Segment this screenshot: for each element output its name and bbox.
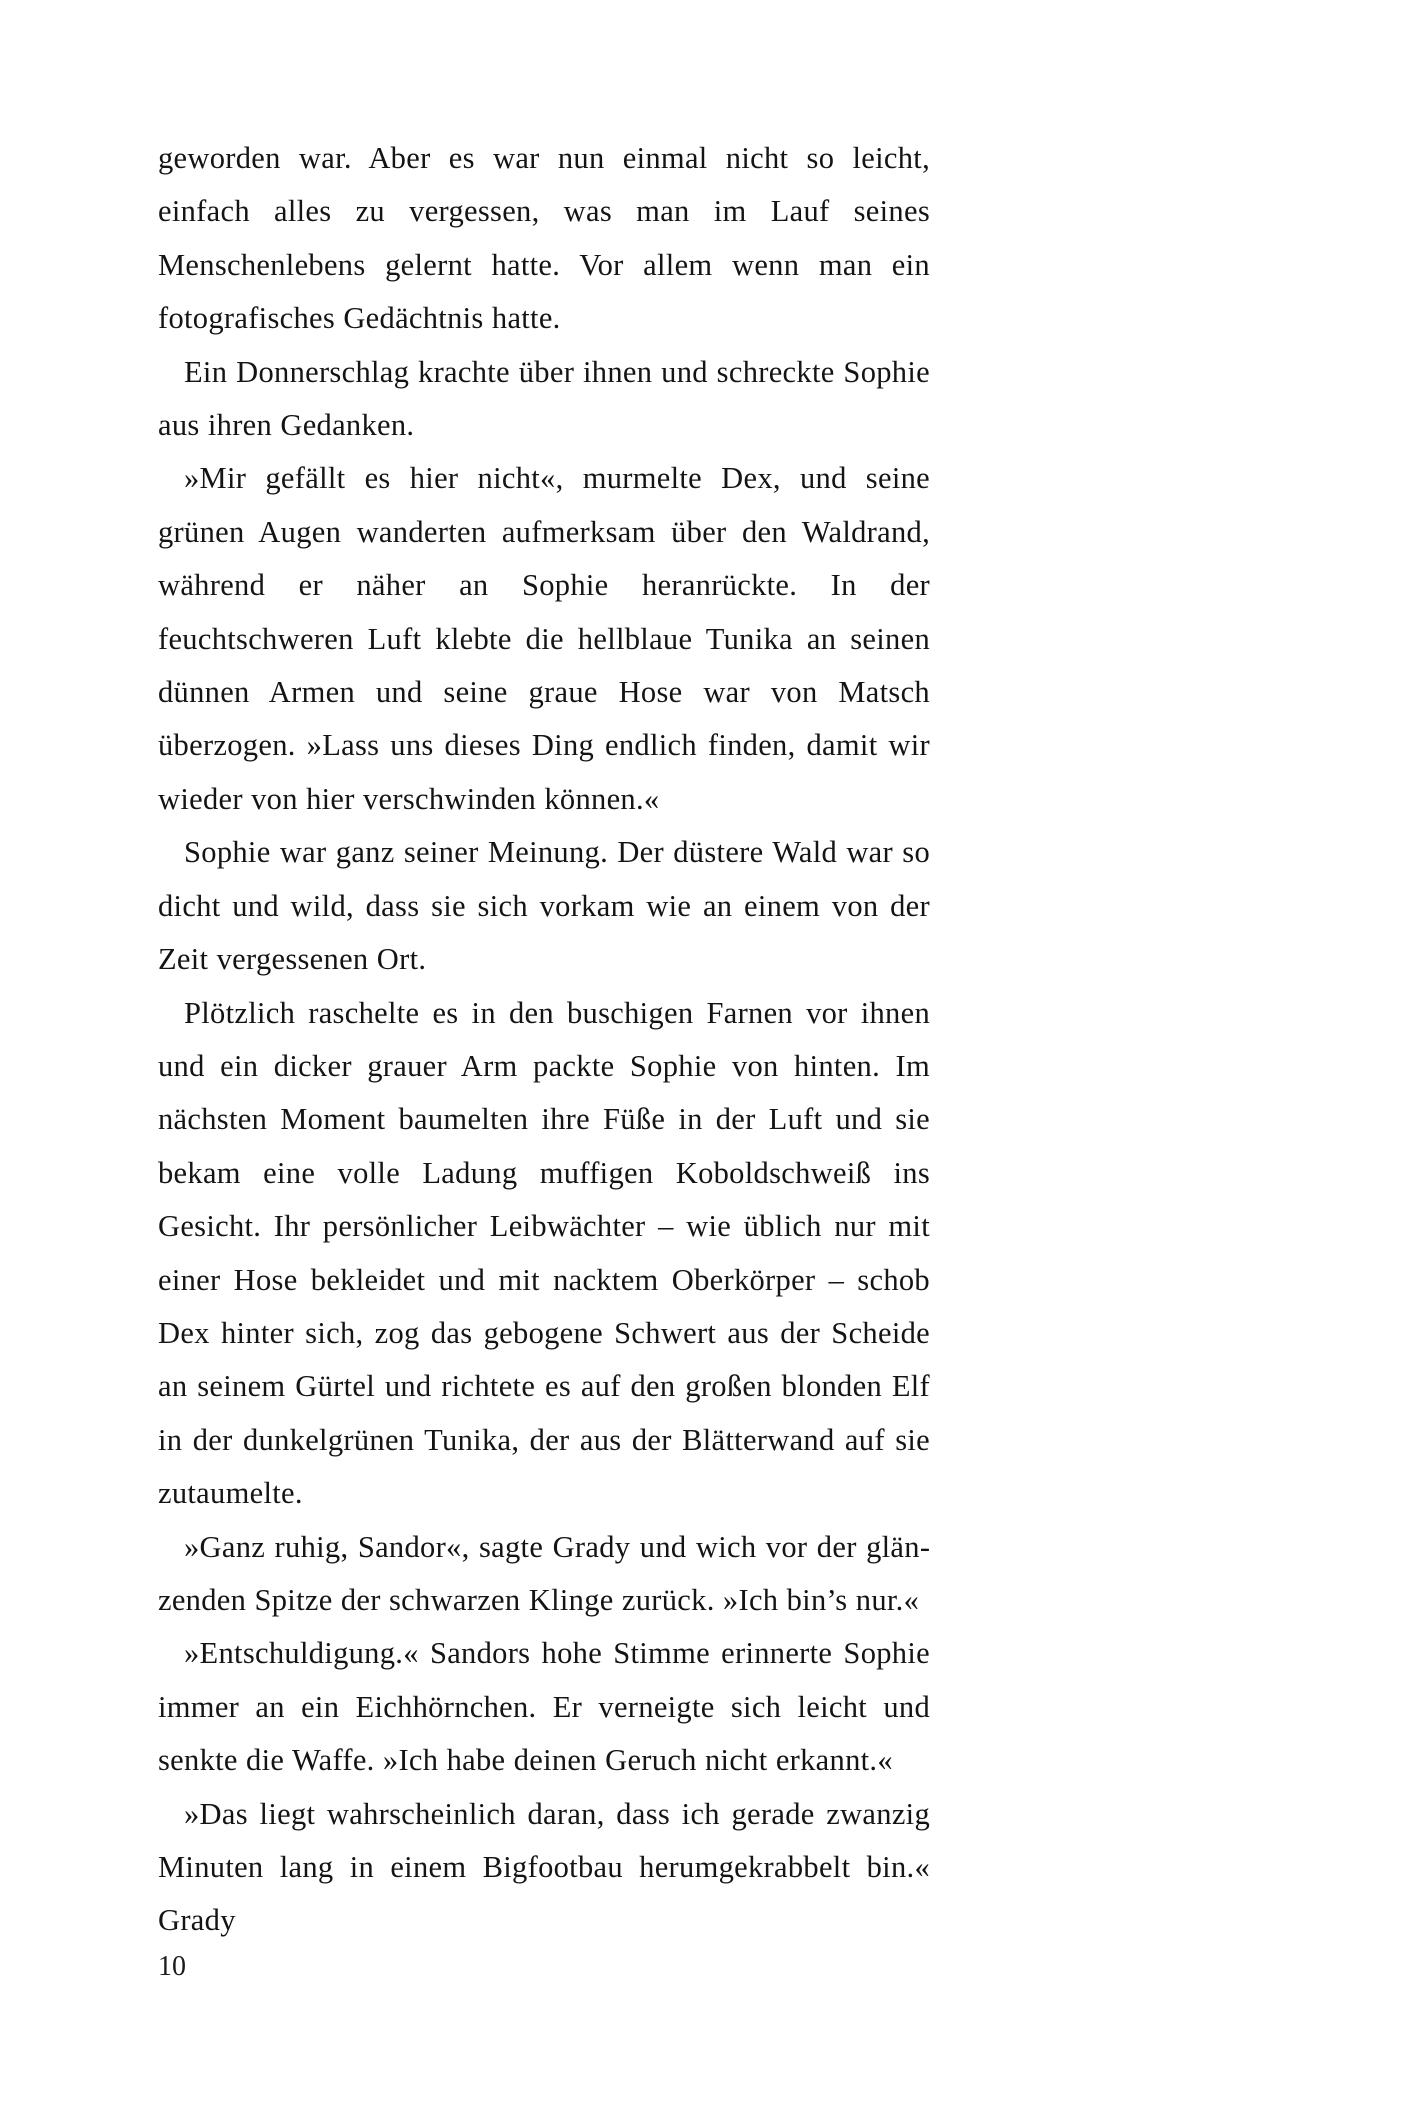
paragraph-4: Sophie war ganz seiner Meinung. Der düstere Wald war so dicht und wild, dass sie sich vorkam wie an einem von der Zeit vergessenen Ort.	[158, 835, 930, 977]
page-number: 10	[158, 1951, 186, 1982]
paragraph-7: »Entschuldigung.« Sandors hohe Stimme erinnerte Sophie immer an ein Eichhörnchen. Er verneigte sich leicht und senkte die Waffe. »Ich habe deinen Geruch nicht erkannt.«	[158, 1636, 930, 1778]
paragraph-3: »Mir gefällt es hier nicht«, murmelte Dex, und seine grünen Augen wanderten aufmerksam über den Waldrand, während er näher an Sophie heranrückte. In der feuchtschweren Luft klebte die hellblaue Tunika an seinen dünnen Armen und seine graue Hose war von Matsch überzogen. »Lass uns dieses Ding endlich finden, damit wir wieder von hier verschwinden können.«	[158, 461, 930, 816]
paragraph-1: geworden war. Aber es war nun einmal nicht so leicht, einfach alles zu vergessen, was man im Lauf seines Menschenlebens gelernt hatte. Vor allem wenn man ein fotografisches Gedächtnis hatte.	[158, 141, 930, 336]
paragraph-8: »Das liegt wahrscheinlich daran, dass ich gerade zwanzig Minuten lang in einem Bigfootbau herumgekrabbelt bin.« Grady	[158, 1796, 930, 1938]
paragraph-5: Plötzlich raschelte es in den buschigen Farnen vor ihnen und ein dicker grauer Arm packte Sophie von hinten. Im nächsten Moment baumelten ihre Füße in der Luft und sie bekam eine volle Ladung muffigen Koboldschweiß ins Gesicht. Ihr persönlicher Leibwächter – wie üblich nur mit einer Hose bekleidet und mit nacktem Oberkörper – schob Dex hinter sich, zog das gebogene Schwert aus der Scheide an seinem Gürtel und richtete es auf den großen blonden Elf in der dunkelgrünen Tunika, der aus der Blätterwand auf sie zutaumelte.	[158, 995, 930, 1511]
paragraph-2: Ein Donnerschlag krachte über ihnen und schreckte Sophie aus ihren Gedanken.	[158, 354, 930, 443]
paragraph-6: »Ganz ruhig, Sandor«, sagte Grady und wich vor der glänzenden Spitze der schwarzen Klinge zurück. »Ich bin’s nur.«	[158, 1529, 930, 1617]
body-text-column	[158, 132, 930, 1948]
